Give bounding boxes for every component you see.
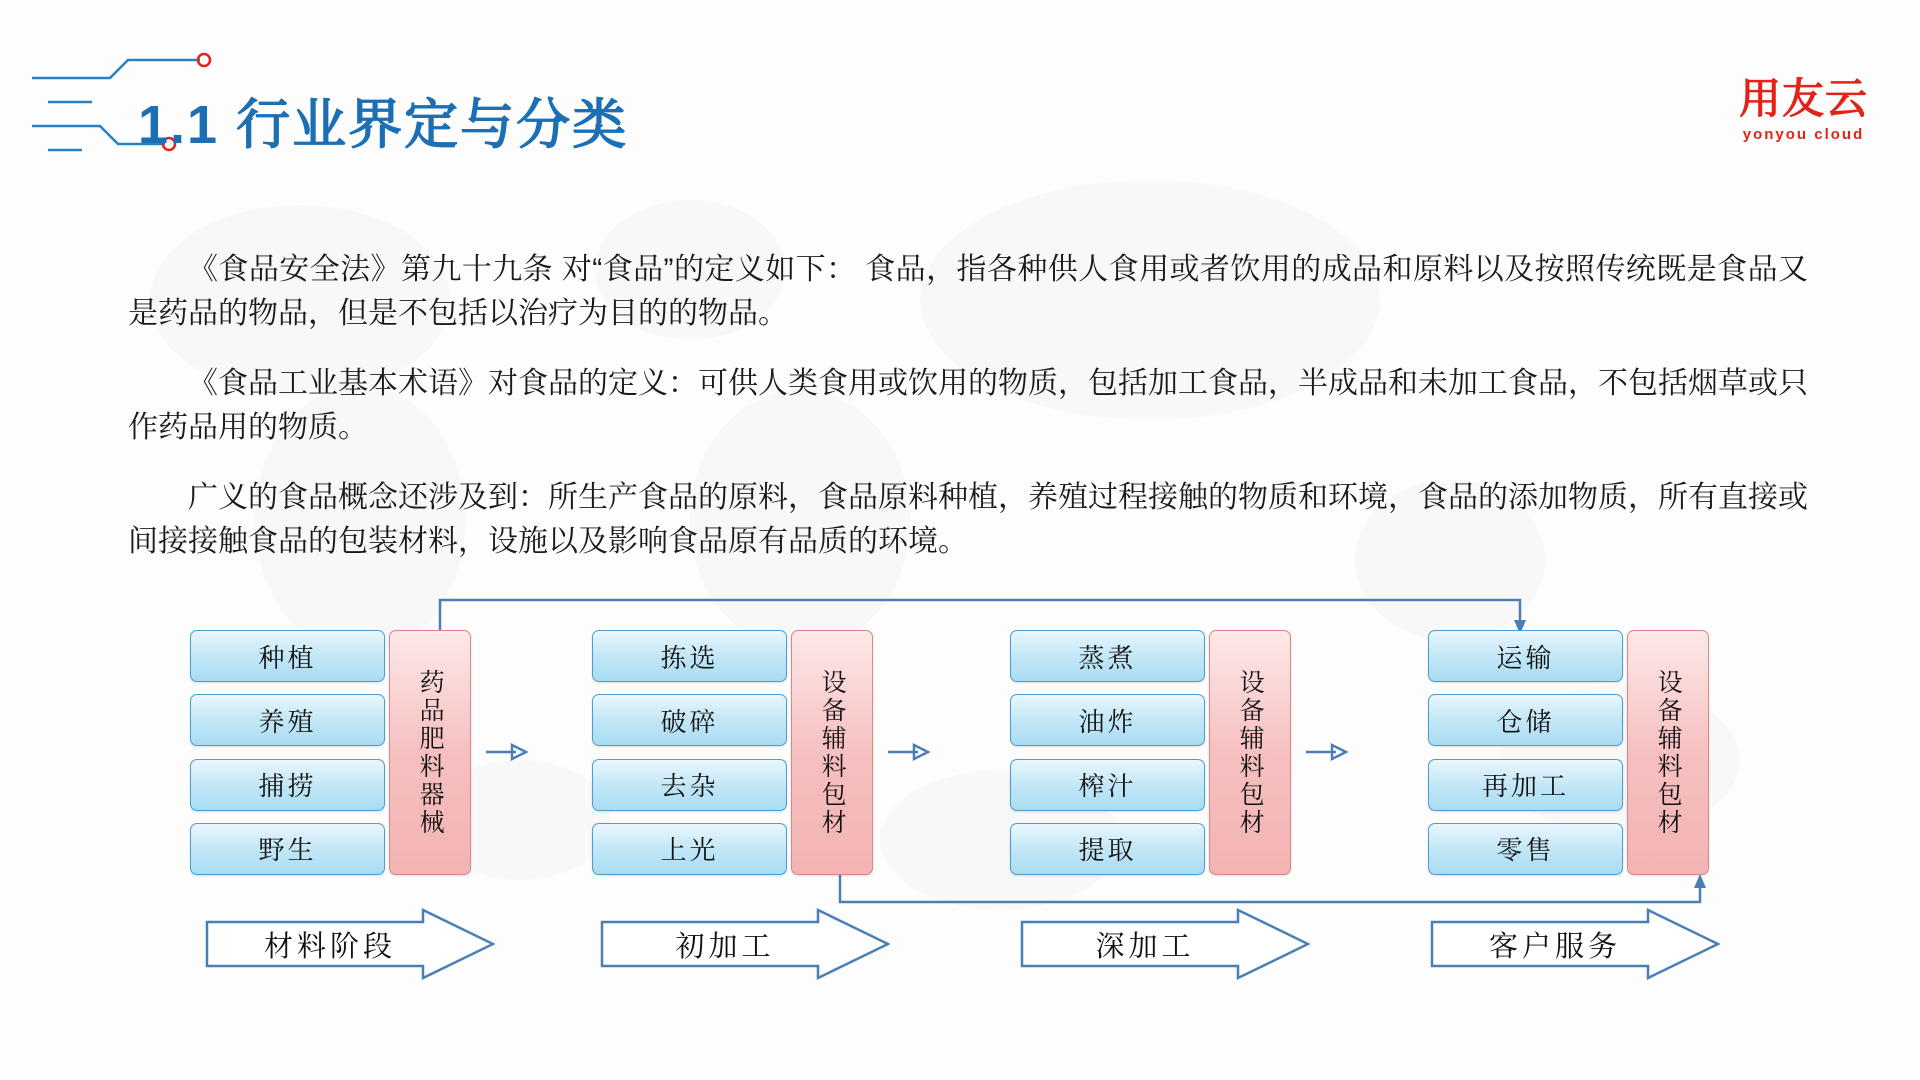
flow-arrow-3 — [1304, 740, 1348, 764]
paragraph-3: 广义的食品概念还涉及到：所生产食品的原料，食品原料种植，养殖过程接触的物质和环境，食品的添加物质，所有直接或间接接触食品的包装材料，设施以及影响食品原有品质的环境。 — [128, 481, 1808, 558]
flow-side-label: 设备辅料包材 — [818, 668, 847, 837]
flow-item[interactable]: 捕捞 — [190, 759, 385, 811]
flow-group-3 — [1010, 630, 1291, 875]
flow-item[interactable]: 蒸煮 — [1010, 630, 1205, 682]
flow-group-4-items — [1428, 630, 1623, 875]
stage-banner-label: 客户服务 — [1488, 930, 1621, 963]
stage-banner-4[interactable] — [1430, 908, 1720, 980]
stage-banner-3[interactable] — [1020, 908, 1310, 980]
flow-group-2 — [592, 630, 873, 875]
logo-text-cn: 用友云 — [1738, 75, 1868, 122]
flow-side-box[interactable] — [791, 630, 873, 875]
paragraph-2: 《食品工业基本术语》对食品的定义：可供人类食用或饮用的物质，包括加工食品，半成品和未加工食品，不包括烟草或只作药品用的物质。 — [128, 367, 1808, 444]
flow-arrow-1 — [484, 740, 528, 764]
flow-item[interactable]: 油炸 — [1010, 694, 1205, 746]
flow-arrow-2 — [886, 740, 930, 764]
paragraph-1: 《食品安全法》第九十九条 对“食品”的定义如下： 食品，指各种供人食用或者饮用的成品和原料以及按照传统既是食品又是药品的物品，但是不包括以治疗为目的的物品。 — [128, 253, 1808, 330]
flow-side-box[interactable] — [1627, 630, 1709, 875]
flow-group-1-items — [190, 630, 385, 875]
stage-banner-label: 材料阶段 — [263, 930, 396, 963]
flow-item[interactable]: 提取 — [1010, 823, 1205, 875]
logo — [1738, 75, 1868, 143]
flow-item[interactable]: 野生 — [190, 823, 385, 875]
flow-side-label: 设备辅料包材 — [1654, 668, 1683, 837]
flow-item[interactable]: 种植 — [190, 630, 385, 682]
flow-item[interactable]: 破碎 — [592, 694, 787, 746]
flow-item[interactable]: 养殖 — [190, 694, 385, 746]
flow-group-2-items — [592, 630, 787, 875]
flow-item[interactable]: 去杂 — [592, 759, 787, 811]
logo-text-en: yonyou cloud — [1742, 126, 1865, 143]
flow-group-4 — [1428, 630, 1709, 875]
flow-item[interactable]: 零售 — [1428, 823, 1623, 875]
flow-side-box[interactable] — [1209, 630, 1291, 875]
flow-item[interactable]: 拣选 — [592, 630, 787, 682]
stage-banner-1[interactable] — [205, 908, 495, 980]
flow-item[interactable]: 仓储 — [1428, 694, 1623, 746]
process-flow-diagram — [0, 590, 1920, 1020]
flow-group-1 — [190, 630, 471, 875]
stage-banner-label: 深加工 — [1095, 930, 1195, 963]
stage-banner-2[interactable] — [600, 908, 890, 980]
flow-side-label: 药品肥料器械 — [416, 668, 445, 837]
page-title: 1.1 行业界定与分类 — [138, 95, 629, 155]
flow-side-box[interactable] — [389, 630, 471, 875]
flow-side-label: 设备辅料包材 — [1236, 668, 1265, 837]
flow-item[interactable]: 再加工 — [1428, 759, 1623, 811]
flow-group-3-items — [1010, 630, 1205, 875]
stage-banner-label: 初加工 — [675, 930, 775, 963]
flow-item[interactable]: 榨汁 — [1010, 759, 1205, 811]
flow-item[interactable]: 运输 — [1428, 630, 1623, 682]
flow-item[interactable]: 上光 — [592, 823, 787, 875]
